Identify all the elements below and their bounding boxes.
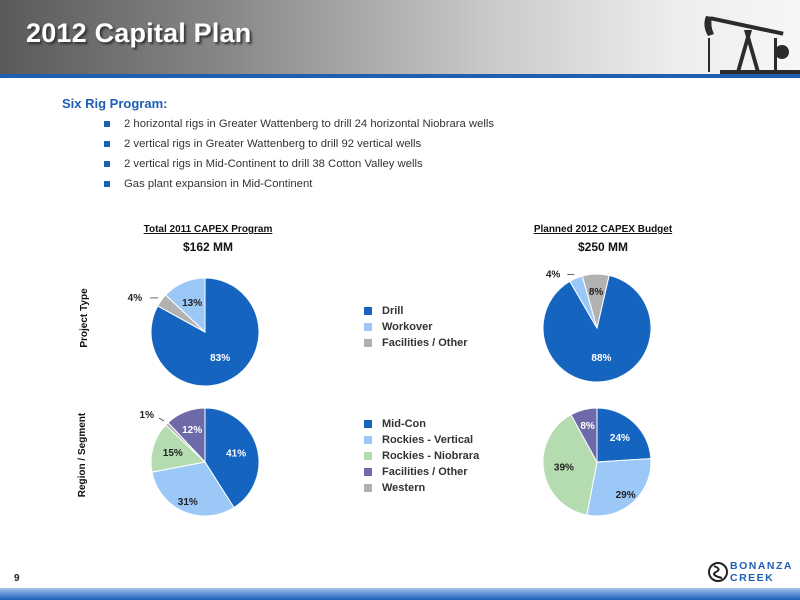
legend-label: Rockies - Vertical — [382, 434, 474, 446]
pie-data-label: 12% — [182, 424, 203, 436]
row-label-project-type: Project Type — [79, 288, 90, 348]
bullet-text: Gas plant expansion in Mid-Continent — [124, 178, 313, 190]
pie-data-label: 88% — [591, 352, 612, 364]
column-head-title: Planned 2012 CAPEX Budget — [533, 224, 673, 235]
pie-data-label: 15% — [162, 448, 183, 460]
legend-label: Facilities / Other — [382, 337, 468, 349]
pie-data-label: 13% — [182, 297, 203, 309]
pie-data-label: 31% — [177, 497, 198, 509]
legend-label: Workover — [382, 321, 433, 333]
logo-wordmark — [730, 560, 793, 584]
pie-data-label: 8% — [580, 420, 595, 432]
page-number: 9 — [14, 573, 20, 584]
page-title: 2012 Capital Plan — [26, 18, 252, 48]
legend-label: Facilities / Other — [382, 466, 468, 478]
bullet-text: 2 horizontal rigs in Greater Wattenberg to drill 24 horizontal Niobrara wells — [124, 118, 495, 130]
pie-leader-line — [159, 418, 164, 421]
legend-label: Western — [382, 482, 426, 494]
legend-label: Drill — [382, 305, 404, 317]
pie-data-label: 29% — [615, 489, 636, 501]
pie-data-label: 4% — [127, 292, 143, 304]
logo-line-2: CREEK — [730, 572, 775, 584]
pie-data-label: 39% — [553, 462, 574, 474]
legend-label: Rockies - Niobrara — [382, 450, 480, 462]
row-label-region-segment: Region / Segment — [77, 412, 88, 498]
pie-data-label: 83% — [210, 353, 231, 365]
pie-data-label: 24% — [609, 433, 630, 445]
pie-data-label: 4% — [545, 269, 561, 281]
pie-data-label: 1% — [139, 410, 154, 421]
logo-line-1: BONANZA — [730, 560, 793, 572]
intro-heading: Six Rig Program: — [62, 96, 168, 111]
column-head-amount: $162 MM — [182, 240, 234, 254]
pie-data-label: 41% — [226, 448, 247, 460]
legend-label: Mid-Con — [382, 418, 426, 430]
pie-data-label: 8% — [588, 286, 604, 298]
footer-bar — [0, 588, 800, 600]
bullet-text: 2 vertical rigs in Mid-Continent to drill 38 Cotton Valley wells — [124, 158, 423, 170]
column-head-amount: $250 MM — [577, 240, 629, 254]
column-head-title: Total 2011 CAPEX Program — [143, 224, 273, 235]
bullet-text: 2 vertical rigs in Greater Wattenberg to drill 92 vertical wells — [124, 138, 422, 150]
